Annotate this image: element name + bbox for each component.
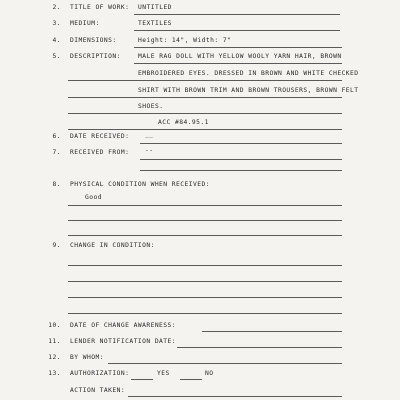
item-5-number: 5. — [52, 53, 61, 60]
condition-underline-1 — [68, 205, 342, 206]
dimensions-label: DIMENSIONS: — [70, 37, 117, 44]
title-underline — [134, 14, 340, 15]
physical-condition-value: Good — [85, 194, 102, 201]
description-underline-4 — [68, 113, 342, 114]
date-received-value: __ — [145, 131, 154, 138]
item-11-number: 11. — [48, 338, 61, 345]
item-2-number: 2. — [52, 4, 61, 11]
received-from-underline-2 — [140, 170, 342, 171]
physical-condition-label: PHYSICAL CONDITION WHEN RECEIVED: — [70, 181, 210, 188]
by-whom-label: BY WHOM: — [70, 354, 104, 361]
description-line-3: SHIRT WITH BROWN TRIM AND BROWN TROUSERS, BROWN FELT — [138, 87, 359, 94]
item-9-number: 9. — [52, 242, 61, 249]
action-taken-underline — [128, 396, 342, 397]
date-received-underline — [140, 143, 342, 144]
change-in-condition-label: CHANGE IN CONDITION: — [70, 242, 155, 249]
description-underline-5 — [68, 129, 342, 130]
change-underline-2 — [68, 281, 342, 282]
condition-underline-3 — [68, 235, 342, 236]
item-10-number: 10. — [48, 322, 61, 329]
change-underline-3 — [68, 297, 342, 298]
by-whom-underline — [108, 363, 342, 364]
description-line-1: MALE RAG DOLL WITH YELLOW WOOLY YARN HAIR, BROWN — [138, 53, 342, 60]
change-underline-4 — [68, 313, 342, 314]
accession-number: ACC #84.95.1 — [158, 119, 209, 126]
medium-underline — [134, 30, 340, 31]
item-4-number: 4. — [52, 37, 61, 44]
description-underline-2 — [68, 80, 342, 81]
item-13-number: 13. — [48, 370, 61, 377]
item-7-number: 7. — [52, 149, 61, 156]
title-of-work-label: TITLE OF WORK: — [70, 4, 130, 11]
date-of-change-label: DATE OF CHANGE AWARENESS: — [70, 322, 177, 329]
dimensions-underline — [134, 47, 342, 48]
authorization-yes-blank — [131, 379, 153, 380]
item-3-number: 3. — [52, 20, 61, 27]
date-received-label: DATE RECEIVED: — [70, 133, 130, 140]
lender-notification-label: LENDER NOTIFICATION DATE: — [70, 338, 177, 345]
description-line-2: EMBROIDERED EYES. DRESSED IN BROWN AND WHITE CHECKED — [138, 70, 359, 77]
item-8-number: 8. — [52, 181, 61, 188]
description-underline-3 — [68, 97, 342, 98]
lender-notification-underline — [177, 347, 342, 348]
received-from-value: -- — [145, 147, 154, 154]
medium-label: MEDIUM: — [70, 20, 100, 27]
item-6-number: 6. — [52, 133, 61, 140]
authorization-label: AUTHORIZATION: — [70, 370, 130, 377]
item-12-number: 12. — [48, 354, 61, 361]
description-underline-1 — [134, 63, 342, 64]
condition-underline-2 — [68, 220, 342, 221]
description-label: DESCRIPTION: — [70, 53, 121, 60]
title-of-work-value: UNTITLED — [138, 4, 172, 11]
received-from-label: RECEIVED FROM: — [70, 149, 130, 156]
date-of-change-underline — [202, 331, 342, 332]
change-underline-1 — [68, 265, 342, 266]
authorization-yes-label: YES — [157, 370, 170, 377]
description-line-4: SHOES. — [138, 103, 164, 110]
authorization-no-blank — [180, 379, 202, 380]
dimensions-value: Height: 14", Width: 7" — [138, 37, 232, 44]
action-taken-label: ACTION TAKEN: — [70, 387, 126, 394]
medium-value: TEXTILES — [138, 20, 172, 27]
authorization-no-label: NO — [205, 370, 214, 377]
received-from-underline-1 — [140, 159, 342, 160]
